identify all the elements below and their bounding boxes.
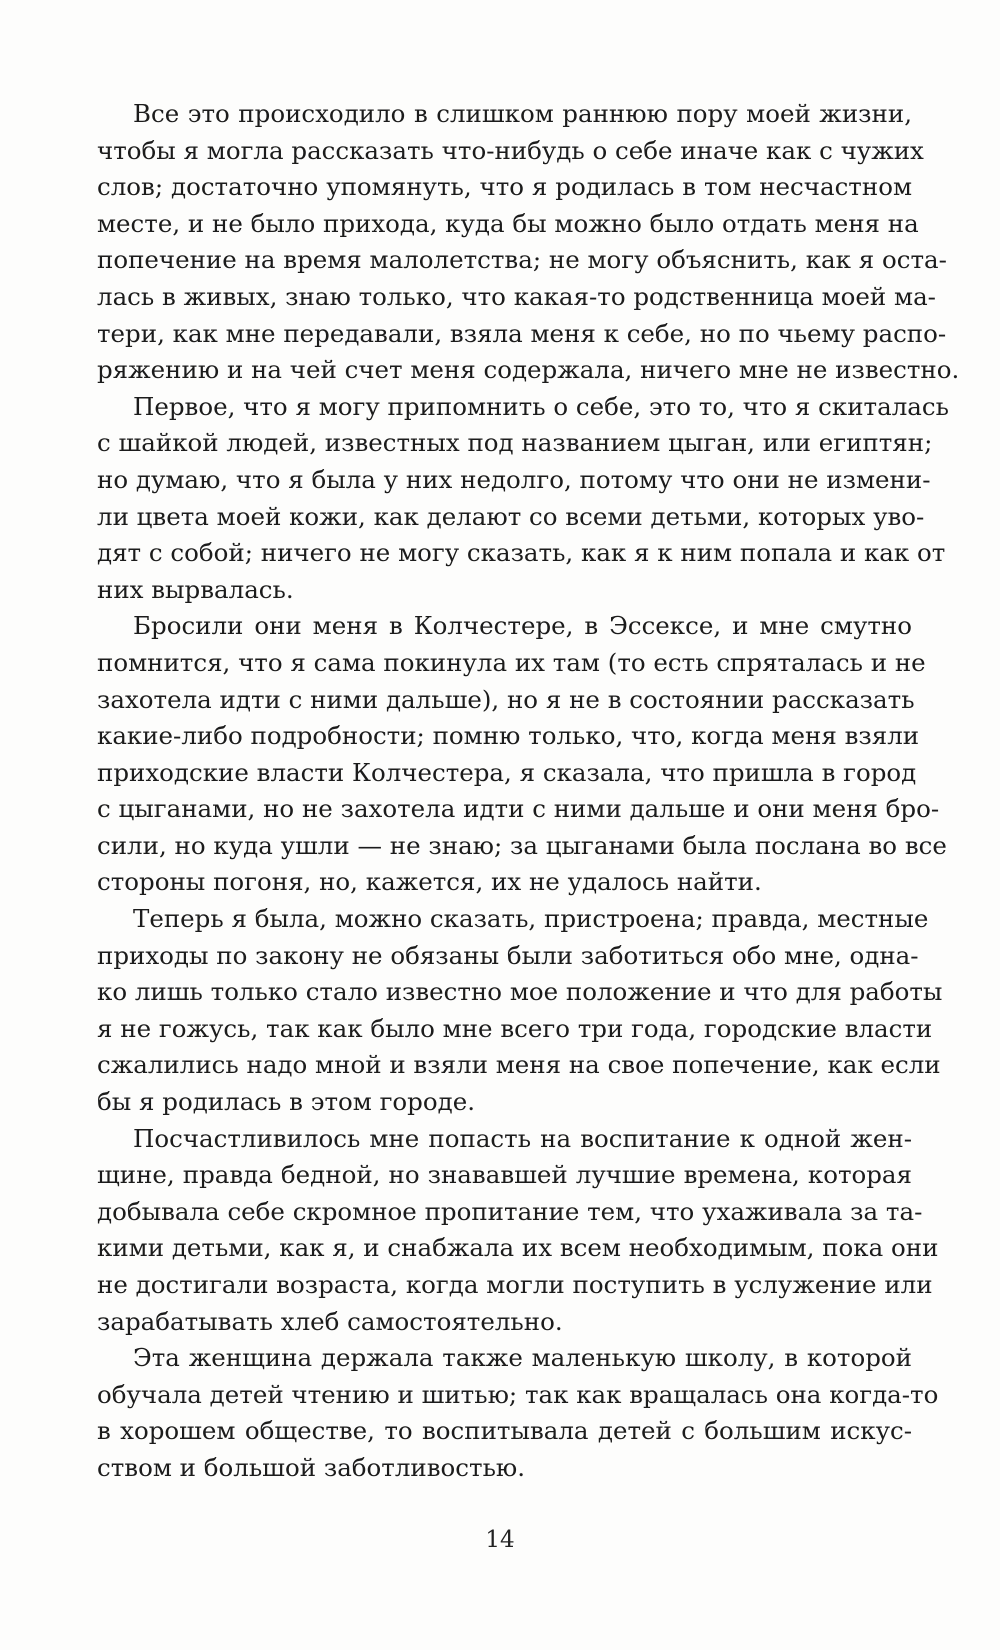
body-text	[97, 96, 960, 1487]
text-line: Бросили они меня в Колчестере, в Эссексе, и мне смутно	[133, 611, 912, 641]
text-line: приходские власти Колчестера, я сказала, что пришла в город	[97, 757, 917, 787]
text-line: щине, правда бедной, но знававшей лучшие времена, которая	[97, 1160, 912, 1190]
text-line: стороны погоня, но, кажется, их не удалось найти.	[97, 867, 762, 897]
text-line: с цыганами, но не захотела идти с ними дальше и они меня бро-	[97, 794, 940, 824]
paragraph-1	[97, 96, 960, 389]
paragraph-3	[97, 608, 947, 901]
text-line: бы я родилась в этом городе.	[97, 1087, 475, 1117]
text-line: обучала детей чтению и шитью; так как вращалась она когда-то	[97, 1379, 939, 1409]
text-line: какие-либо подробности; помню только, что, когда меня взяли	[97, 721, 920, 751]
text-line: но думаю, что я была у них недолго, потому что они не измени-	[97, 464, 931, 494]
text-line: лась в живых, знаю только, что какая-то родственница моей ма-	[97, 281, 936, 311]
text-line: помнится, что я сама покинула их там (то есть спряталась и не	[97, 647, 926, 677]
page-number: 14	[485, 1527, 515, 1553]
text-line: в хорошем обществе, то воспитывала детей с большим искус-	[97, 1416, 912, 1446]
text-line: Посчастливилось мне попасть на воспитание к одной жен-	[133, 1123, 912, 1153]
text-line: с шайкой людей, известных под названием цыган, или египтян;	[97, 428, 933, 458]
paragraph-2	[97, 389, 949, 609]
text-line: я не гожусь, так как было мне всего три года, городские власти	[97, 1013, 933, 1043]
text-line: приходы по закону не обязаны были заботиться обо мне, одна-	[97, 940, 919, 970]
text-line: дят с собой; ничего не могу сказать, как я к ним попала и как от	[97, 538, 946, 568]
text-line: слов; достаточно упомянуть, что я родилась в том несчастном	[97, 172, 912, 202]
text-line: не достигали возраста, когда могли поступить в услужение или	[97, 1270, 933, 1299]
text-line: сжалились надо мной и взяли меня на свое попечение, как если	[97, 1050, 941, 1080]
text-line: Все это происходило в слишком раннюю пору моей жизни,	[133, 99, 912, 128]
text-line: месте, и не было прихода, куда бы можно было отдать меня на	[97, 208, 919, 238]
paragraph-4	[97, 901, 943, 1121]
text-line: зарабатывать хлеб самостоятельно.	[97, 1306, 563, 1336]
text-line: кими детьми, как я, и снабжала их всем необходимым, пока они	[97, 1233, 939, 1263]
text-line: ко лишь только стало известно мое положение и что для работы	[97, 977, 943, 1007]
text-line: добывала себе скромное пропитание тем, что ухаживала за та-	[97, 1196, 923, 1226]
text-line: ством и большой заботливостью.	[97, 1452, 526, 1482]
text-line: Теперь я была, можно сказать, пристроена; правда, местные	[133, 904, 929, 934]
text-line: чтобы я могла рассказать что-нибудь о себе иначе как с чужих	[97, 135, 924, 165]
text-line: ряжению и на чей счет меня содержала, ничего мне не известно.	[97, 355, 960, 385]
text-line: попечение на время малолетства; не могу объяснить, как я оста-	[97, 245, 947, 275]
text-line: Первое, что я могу припомнить о себе, это то, что я скиталась	[133, 391, 949, 421]
text-line: Эта женщина держала также маленькую школу, в которой	[133, 1343, 912, 1373]
text-line: них вырвалась.	[97, 574, 294, 604]
text-line: захотела идти с ними дальше), но я не в состоянии рассказать	[97, 684, 915, 714]
text-line: тери, как мне передавали, взяла меня к себе, но по чьему распо-	[97, 318, 947, 348]
text-line: ли цвета моей кожи, как делают со всеми детьми, которых уво-	[97, 501, 925, 531]
paragraph-5	[97, 1121, 939, 1341]
text-line: сили, но куда ушли — не знаю; за цыганами была послана во все	[97, 830, 947, 860]
paragraph-6	[97, 1340, 939, 1486]
